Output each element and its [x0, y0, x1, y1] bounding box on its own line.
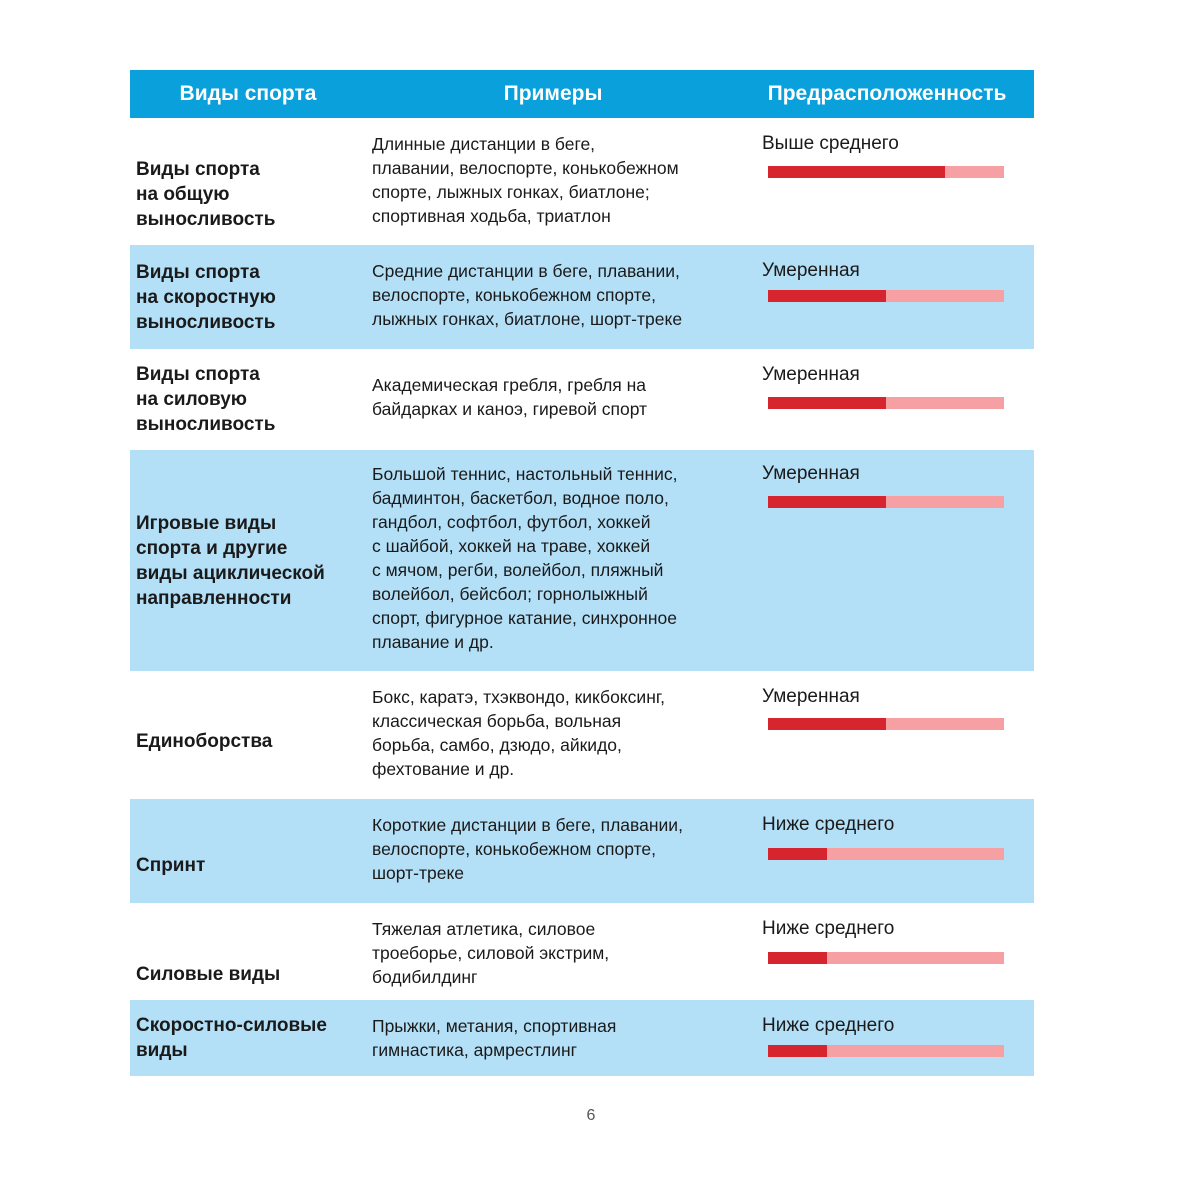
predisposition-bar-fill — [768, 290, 886, 302]
predisposition-bar-fill — [768, 848, 827, 860]
predisposition-cell — [756, 903, 1034, 1000]
predisposition-bar — [768, 397, 1004, 409]
examples-cell: Короткие дистанции в беге, плавании, велоспорте, конькобежном спорте, шорт-треке — [372, 815, 683, 883]
page-number: 6 — [586, 1107, 596, 1124]
predisposition-bar-fill — [768, 397, 886, 409]
predisposition-bar-fill — [768, 718, 886, 730]
sport-type-cell — [130, 450, 366, 671]
sport-type-label: Игровые виды спорта и другие виды ациклической направленности — [136, 512, 325, 609]
predisposition-bar — [768, 290, 1004, 302]
predisposition-bar — [768, 166, 1004, 178]
predisposition-cell — [756, 349, 1034, 450]
predisposition-bar — [768, 718, 1004, 730]
table-row — [130, 450, 1034, 671]
predisposition-cell — [756, 1000, 1034, 1076]
predisposition-cell — [756, 671, 1034, 799]
sport-type-label: Виды спорта на скоростную выносливость — [136, 261, 276, 333]
sport-type-label: Скоростно-силовые виды — [136, 1015, 327, 1061]
table-header — [130, 70, 1034, 118]
predisposition-level-label: Ниже среднего — [762, 918, 895, 939]
predisposition-level-label: Умеренная — [762, 686, 860, 707]
sport-type-label: Виды спорта на силовую выносливость — [136, 364, 276, 435]
examples-cell: Прыжки, метания, спортивная гимнастика, армрестлинг — [372, 1016, 617, 1060]
table-row — [130, 903, 1034, 1000]
sport-type-cell — [130, 1000, 366, 1076]
predisposition-level-label: Умеренная — [762, 463, 860, 484]
predisposition-bar-fill — [768, 1045, 827, 1057]
predisposition-cell — [756, 799, 1034, 903]
predisposition-bar-fill — [768, 166, 945, 178]
predisposition-bar-fill — [768, 496, 886, 508]
sport-type-cell — [130, 349, 366, 450]
sport-type-cell — [130, 799, 366, 903]
table-row — [130, 799, 1034, 903]
header-examples: Примеры — [503, 82, 603, 105]
header-sport-types: Виды спорта — [179, 82, 317, 105]
header-predisposition: Предрасположенность — [767, 82, 1007, 105]
predisposition-cell — [756, 118, 1034, 245]
predisposition-bar-fill — [768, 952, 827, 964]
predisposition-bar — [768, 1045, 1004, 1057]
predisposition-bar — [768, 496, 1004, 508]
sport-type-cell — [130, 118, 366, 245]
sport-type-label: Силовые виды — [136, 964, 281, 985]
predisposition-level-label: Ниже среднего — [762, 1015, 895, 1036]
examples-cell: Средние дистанции в беге, плавании, велоспорте, конькобежном спорте, лыжных гонках, биатлоне, шорт-треке — [372, 261, 683, 329]
table-body — [130, 118, 1034, 1076]
examples-cell: Бокс, каратэ, тхэквондо, кикбоксинг, классическая борьба, вольная борьба, самбо, дзюдо, айкидо, фехтование и др. — [372, 687, 665, 779]
predisposition-bar — [768, 848, 1004, 860]
predisposition-level-label: Ниже среднего — [762, 814, 895, 835]
sport-type-label: Виды спорта на общую выносливость — [136, 159, 276, 230]
predisposition-level-label: Умеренная — [762, 364, 860, 385]
predisposition-table — [130, 70, 1034, 1076]
sport-type-label: Спринт — [136, 854, 206, 876]
examples-cell: Большой теннис, настольный теннис, бадминтон, баскетбол, водное поло, гандбол, софтбол, футбол, хоккей с шайбой, хоккей на траве, хоккей с мячом, регби, волейбол, пляжный волейбол, бейсбол; горнолыжный спорт, фигурное катание, синхронное плавание и др. — [372, 464, 678, 652]
predisposition-bar — [768, 952, 1004, 964]
table-row — [130, 671, 1034, 799]
table-row — [130, 245, 1034, 349]
sport-type-cell — [130, 671, 366, 799]
predisposition-level-label: Умеренная — [762, 260, 860, 281]
examples-cell: Тяжелая атлетика, силовое троеборье, силовой экстрим, бодибилдинг — [372, 919, 610, 987]
examples-cell: Длинные дистанции в беге, плавании, велоспорте, конькобежном спорте, лыжных гонках, биатлоне; спортивная ходьба, триатлон — [372, 134, 679, 226]
table-row — [130, 1000, 1034, 1076]
table-row — [130, 118, 1034, 245]
sport-type-label: Единоборства — [136, 730, 273, 752]
table-row — [130, 349, 1034, 450]
predisposition-level-label: Выше среднего — [762, 133, 899, 154]
sport-type-cell — [130, 245, 366, 349]
sport-type-cell — [130, 903, 366, 1000]
predisposition-cell — [756, 450, 1034, 671]
predisposition-cell — [756, 245, 1034, 349]
examples-cell: Академическая гребля, гребля на байдарках и каноэ, гиревой спорт — [372, 375, 648, 419]
